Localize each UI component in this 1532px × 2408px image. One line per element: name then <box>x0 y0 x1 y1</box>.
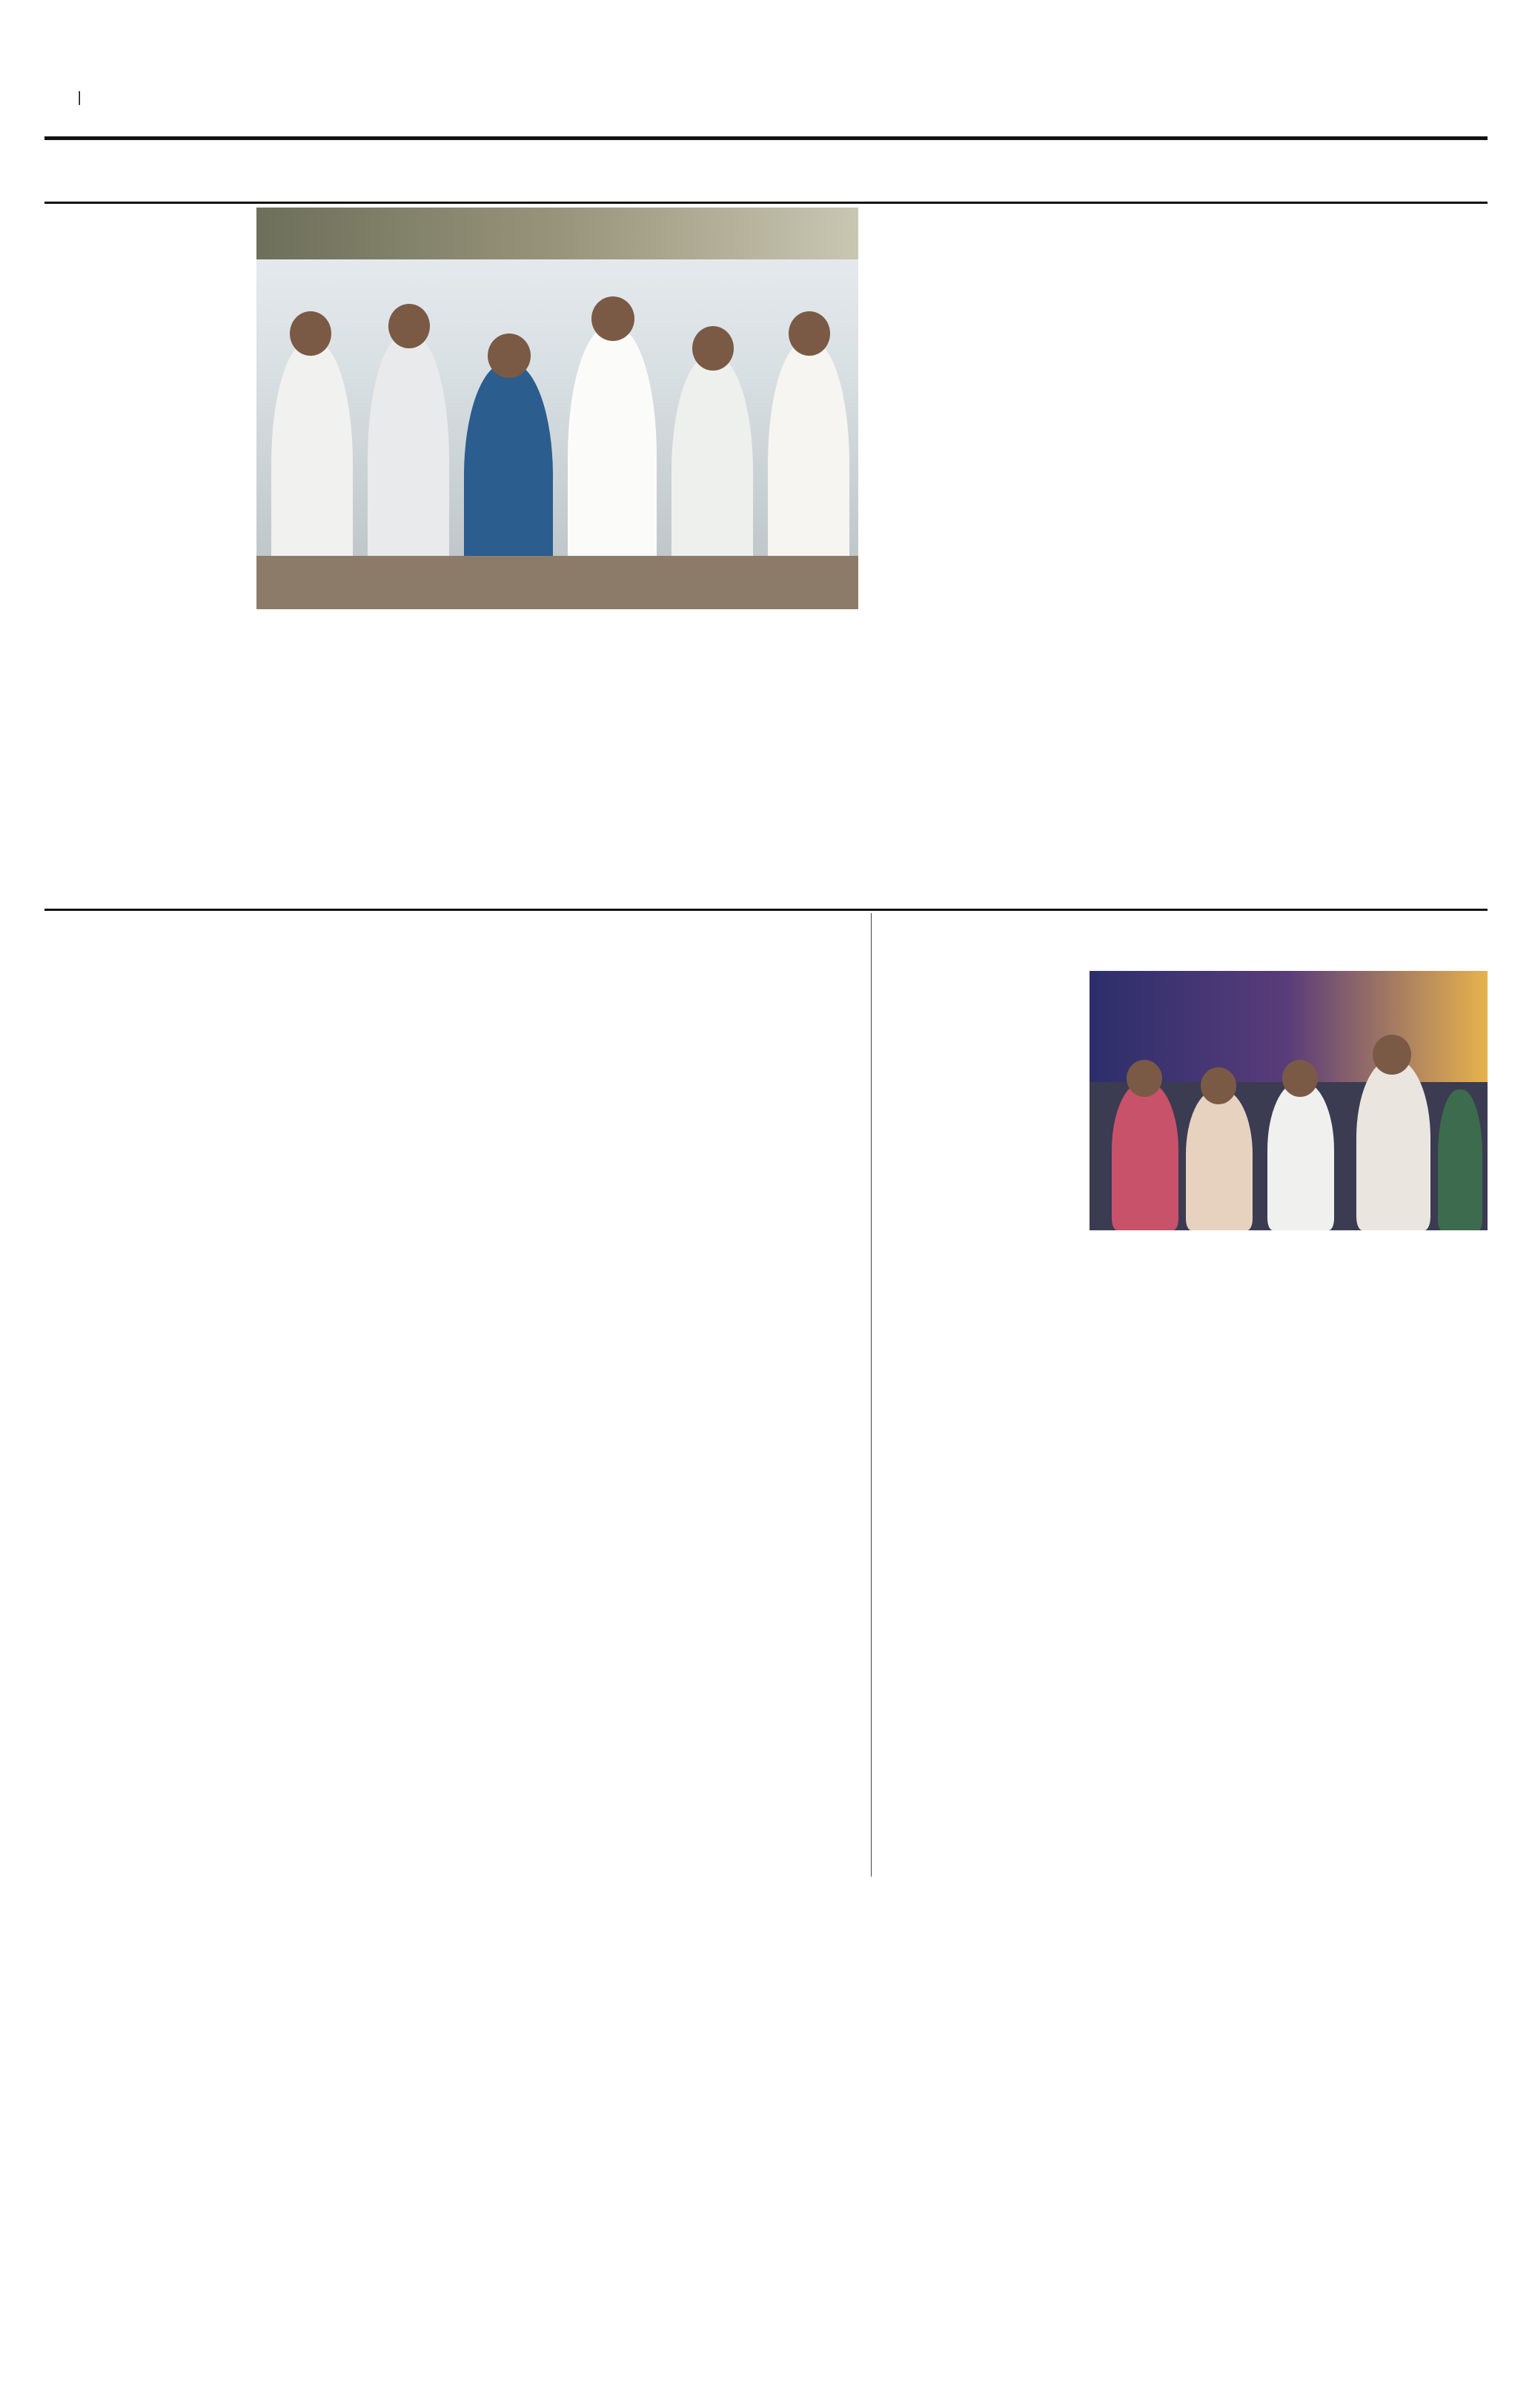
story2-column-2 <box>271 1356 461 1742</box>
story1-column-2 <box>256 617 451 903</box>
story1-column-1 <box>44 206 249 903</box>
column-divider <box>871 913 872 1877</box>
story3-headline <box>876 913 1488 966</box>
story2-column-4 <box>666 1356 864 1742</box>
story1-column-3 <box>458 617 652 903</box>
story1-column-5 <box>866 206 1066 903</box>
story1-column-6 <box>1073 206 1273 903</box>
story3-column-3 <box>1287 1236 1488 1506</box>
story2-column-1 <box>44 971 264 1423</box>
story2-headline <box>44 913 867 966</box>
story3-column-1 <box>878 971 1082 1506</box>
divider <box>44 909 1488 911</box>
masthead-title <box>637 80 904 133</box>
story3-column-2 <box>1090 1236 1279 1506</box>
divider <box>44 202 1488 204</box>
story1-headline <box>44 142 1488 202</box>
story2-column-3 <box>468 1356 658 1742</box>
masthead-rule <box>44 136 1488 140</box>
story1-column-4 <box>660 617 858 903</box>
masthead-left: | <box>77 89 82 105</box>
story1-column-7 <box>1281 206 1488 903</box>
story3-photo <box>1090 971 1488 1230</box>
story1-photo <box>256 208 858 609</box>
